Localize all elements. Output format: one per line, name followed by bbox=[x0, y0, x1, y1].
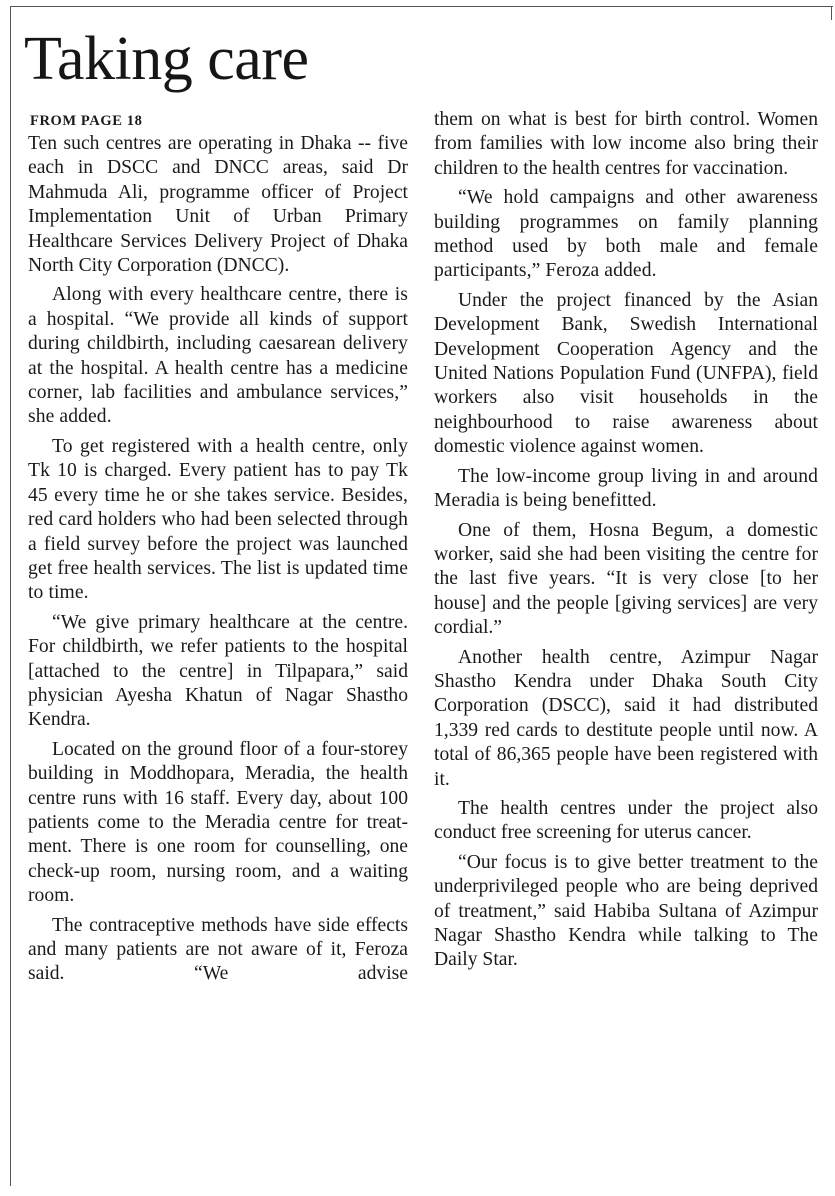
paragraph: Another health centre, Azimpur Nagar Shastho Kendra under Dhaka South City Corporation (DSCC), said it had distributed 1,339 red cards to destitute people until now. A total of 86,365 people have been registered with it. bbox=[434, 646, 818, 790]
paragraph: “Our focus is to give better treatment to the underprivileged people who are being deprived of treatment,” said Habiba Sultana of Azimpur Nagar Shastho Kendra while talking to The Daily Star. bbox=[434, 851, 818, 971]
paragraph: The health centres under the project also conduct free screening for uterus cancer. bbox=[434, 797, 818, 844]
paragraph: them on what is best for birth control. Women from families with low income also bring their children to the health centres for vaccination. bbox=[434, 109, 818, 179]
paragraph: The contraceptive methods have side effects and many patients are not aware of it, Feroza said. “We advise bbox=[28, 914, 408, 985]
paragraph: To get registered with a health centre, only Tk 10 is charged. Every patient has to pay Tk 45 every time he or she takes service. Besides, red card holders who had been selected through a field survey before the project was launched get free health services. The list is updated time to time. bbox=[28, 435, 408, 604]
top-border-rule bbox=[10, 6, 833, 7]
paragraph: The low-income group living in and around Meradia is being benefitted. bbox=[434, 465, 818, 512]
continued-from-label: FROM PAGE 18 bbox=[30, 113, 143, 129]
left-border-rule bbox=[10, 6, 11, 1186]
article-column-right bbox=[434, 108, 818, 978]
paragraph: “We give primary healthcare at the centre. For childbirth, we refer patients to the hospital [attached to the centre] in Tilpapara,” said physician Ayesha Khatun of Nagar Shastho Kendra. bbox=[28, 611, 408, 731]
paragraph: Located on the ground floor of a four-storey building in Moddhopara, Meradia, the health centre runs with 16 staff. Every day, about 100 patients come to the Meradia centre for treatment. There is one room for counselling, one check-up room, nursing room, and a waiting room. bbox=[28, 738, 408, 907]
paragraph: Along with every healthcare centre, there is a hospital. “We provide all kinds of support during childbirth, including caesarean delivery at the hospital. A health centre has a medicine corner, lab facilities and ambulance services,” she added. bbox=[28, 284, 408, 428]
paragraph: Ten such centres are operating in Dhaka -- five each in DSCC and DNCC areas, said Dr Mahmuda Ali, programme officer of Project Implementation Unit of Urban Primary Healthcare Services Delivery Project of Dhaka North City Corporation (DNCC). bbox=[28, 133, 408, 277]
paragraph: One of them, Hosna Begum, a domestic worker, said she had been visiting the centre for the last five years. “It is very close [to her house] and the people [giving services] are very cordial.” bbox=[434, 519, 818, 639]
right-border-tick bbox=[831, 6, 832, 20]
paragraph: Under the project financed by the Asian Development Bank, Swedish International Development Cooperation Agency and the United Nations Population Fund (UNFPA), field workers also visit households in the neighbourhood to raise awareness about domestic violence against women. bbox=[434, 289, 818, 458]
article-column-left bbox=[28, 132, 408, 992]
paragraph: “We hold campaigns and other awareness building programmes on family planning method used by both male and female participants,” Feroza added. bbox=[434, 187, 818, 282]
article-headline: Taking care bbox=[24, 25, 309, 93]
